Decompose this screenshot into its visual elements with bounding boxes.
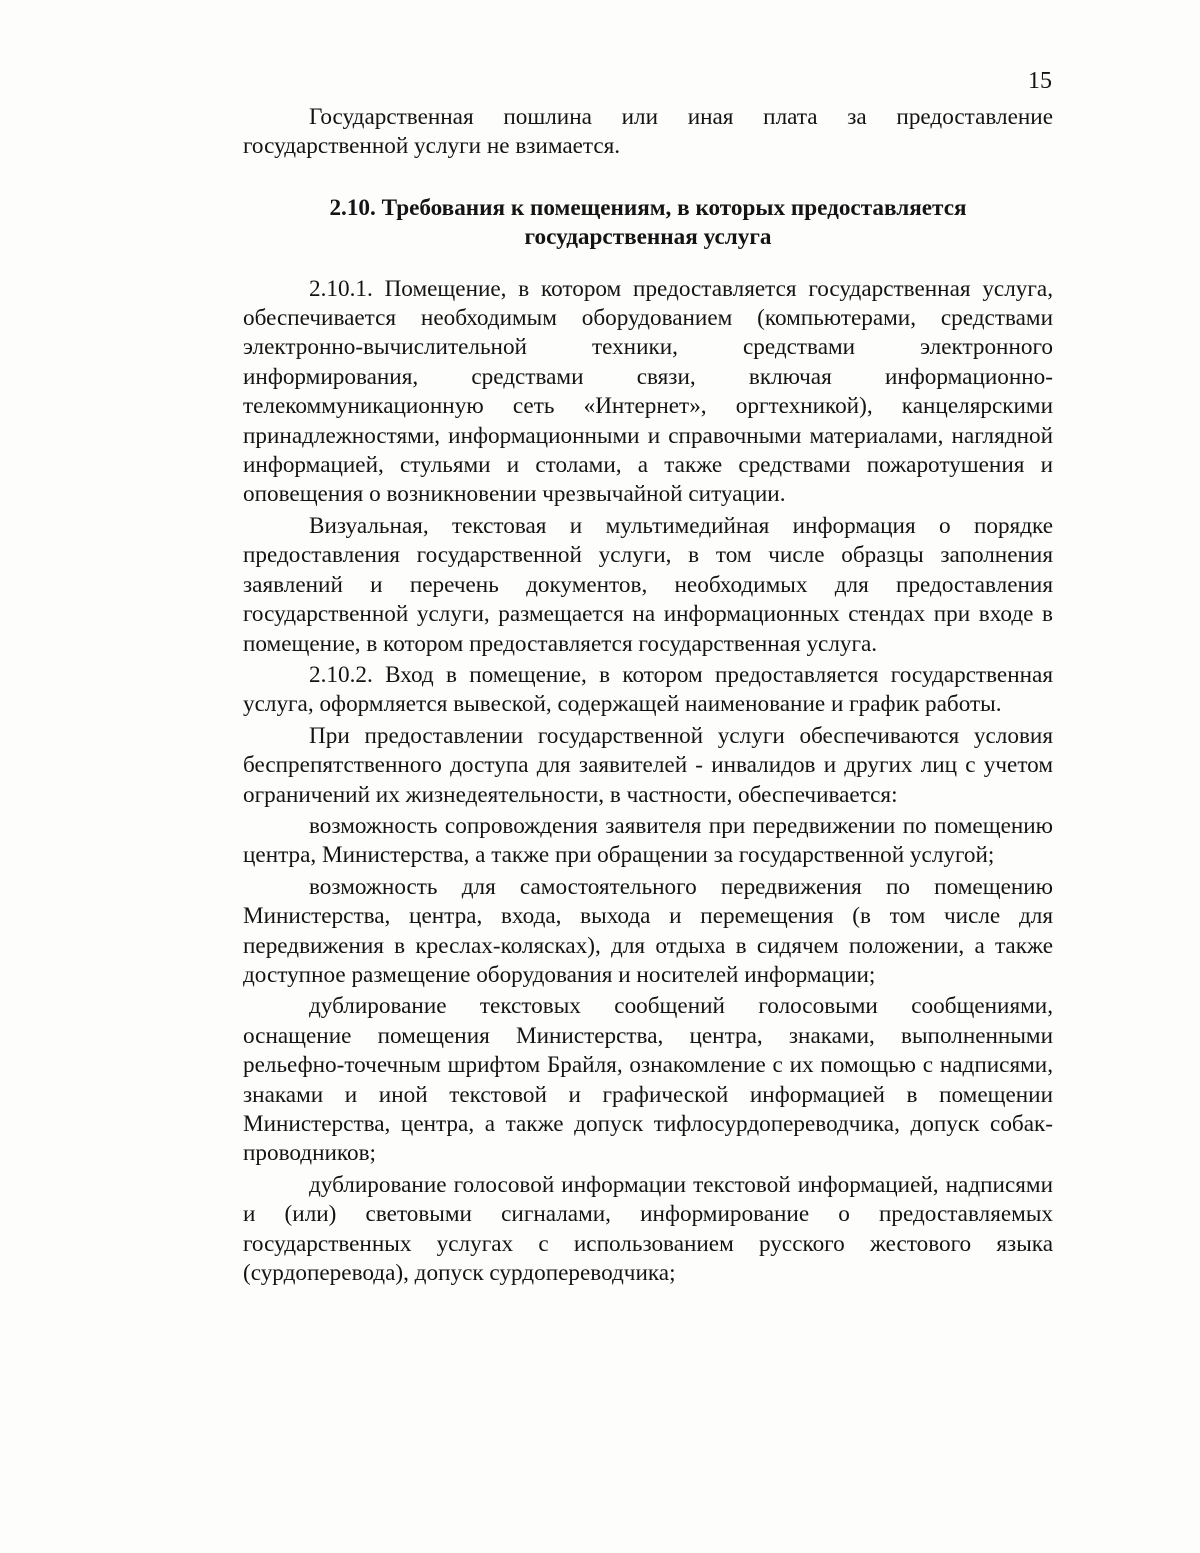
- paragraph-visual-information: Визуальная, текстовая и мультимедийная информация о порядке предоставления государственной услуги, в том числе образцы заполнения заявлений и перечень документов, необходимых для предоставления государственной услуги, размещается на информационных стендах при входе в помещение, в котором предоставляется государственная услуга.: [243, 512, 1053, 657]
- section-heading-line-1: 2.10. Требования к помещениям, в которых предоставляется: [329, 194, 967, 221]
- paragraph-2-10-1: 2.10.1. Помещение, в котором предоставляется государственная услуга, обеспечивается необходимым оборудованием (компьютерами, средствами электронно-вычислительной техники, средствами электронного информирования, средствами связи, включая информационно-телекоммуникационную сеть «Интернет», оргтехникой), канцелярскими принадлежностями, информационными и справочными материалами, наглядной информацией, стульями и столами, а также средствами пожаротушения и оповещения о возникновении чрезвычайной ситуации.: [243, 275, 1053, 508]
- paragraph-voice-to-text: дублирование голосовой информации текстовой информацией, надписями и (или) световыми сигналами, информирование о предоставляемых государственных услугах с использованием русского жестового языка (сурдоперевода), допуск сурдопереводчика;: [243, 1171, 1053, 1287]
- paragraph-2-10-2: 2.10.2. Вход в помещение, в котором предоставляется государственная услуга, оформляется вывеской, содержащей наименование и график работы.: [243, 661, 1053, 718]
- paragraph-independent-movement: возможность для самостоятельного передвижения по помещению Министерства, центра, входа, выхода и перемещения (в том числе для передвижения в креслах-колясках), для отдыха в сидячем положении, а также доступное размещение оборудования и носителей информации;: [243, 873, 1053, 988]
- paragraph-accompaniment: возможность сопровождения заявителя при передвижении по помещению центра, Министерства, а также при обращении за государственной услугой;: [243, 812, 1053, 869]
- paragraph-accessibility-intro: При предоставлении государственной услуги обеспечиваются условия беспрепятственного доступа для заявителей - инвалидов и других лиц с учетом ограничений их жизнедеятельности, в частности, обеспечивается:: [243, 722, 1053, 808]
- section-heading-line-2: государственная услуга: [524, 224, 772, 251]
- document-body: [243, 103, 1053, 1288]
- page-number: 15: [1028, 68, 1052, 94]
- section-heading: [243, 194, 1053, 253]
- paragraph-fee: Государственная пошлина или иная плата за предоставление государственной услуги не взимается.: [243, 104, 1053, 160]
- paragraph-text-to-voice: дублирование текстовых сообщений голосовыми сообщениями, оснащение помещения Министерства, центра, знаками, выполненными рельефно-точечным шрифтом Брайля, ознакомление с их помощью с надписями, знаками и иной текстовой и графической информацией в помещении Министерства, центра, а также допуск тифлосурдопереводчика, допуск собак-проводников;: [243, 993, 1053, 1167]
